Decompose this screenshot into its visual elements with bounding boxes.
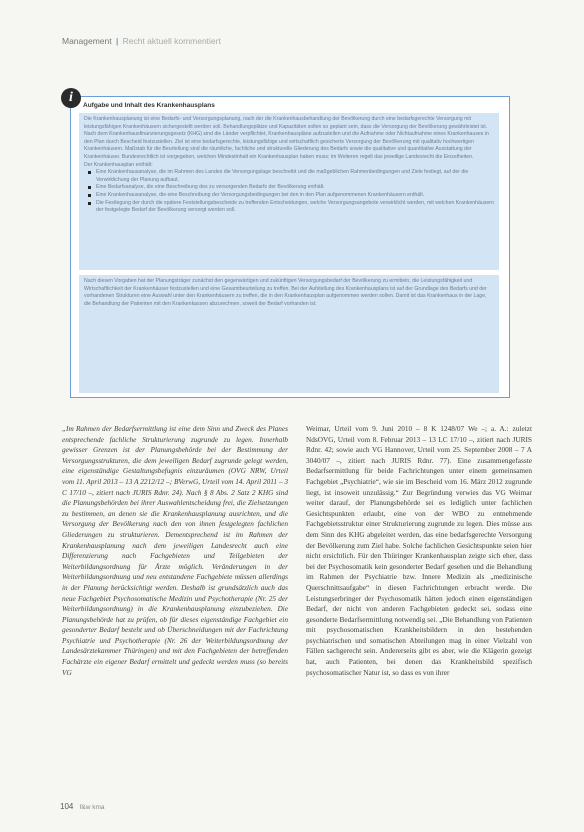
info-box-highlight-bottom xyxy=(79,275,499,393)
magazine-name: f&w kma xyxy=(79,804,105,811)
header-subsection: Recht aktuell kommentiert xyxy=(122,36,221,46)
info-box-highlight-top xyxy=(79,113,499,270)
body-column-left xyxy=(62,424,288,786)
info-box-title: Aufgabe und Inhalt des Krankenhausplans xyxy=(83,102,215,109)
info-box-intro: Der Krankenhausplan enthält: xyxy=(84,161,153,168)
body-column-right xyxy=(306,424,532,786)
list-item: Eine Bedarfsanalyse, die eine Beschreibung des zu versorgenden Bedarfs der Bevölkerung enthält. xyxy=(96,184,494,192)
info-icon: i xyxy=(61,88,81,108)
body-text: Weimar, Urteil vom 9. Juni 2010 – 8 K 1248/07 We –; a. A.: zuletzt NdsOVG, Urteil vom 8. Februar 2013 – 13 LC 17/10 –, zitiert nach JURIS Rdnr. 42; sowie auch VG Hannover, Urteil vom 25. September 2008 – 7 A 3040/07 –, zitiert nach JURIS Rdnr. 77). Eine zusammengefasste Bedarfsermittlung für beide Fachrichtungen unter einem gemeinsamen Fachgebiet „Psychiatrie“, wie sie im Bescheid vom 16. März 2012 zugrunde liegt, ist insoweit unzulässig.“ Zur Begründung verwies das VG Weimar weiter darauf, der Planungsbehörde sei es lediglich unter fachlichen Gesichtspunkten erlaubt, eine von der WBO zu entnehmende Fachgebietsstruktur einer Strukturierung zugrunde zu legen. Dies müsse aus dem Sinn des KHG abgeleitet werden, das eine bedarfsgerechte Versorgung der Bevölkerung zum Ziel habe. Solche fachlichen Gesichtspunkte seien hier nicht ersichtlich. Für den Thüringer Krankenhausplan zeigte sich eher, dass bei der Psychosomatik kein gesonderter Bedarf gesehen und die Behandlung im Rahmen der Psychiatrie bzw. Innere Medizin als „medizinische Querschnittsaufgabe“ in diesen Fachrichtungen erbracht werde. Die Leistungserbringer der Psychosomatik hätten jedoch einen eigenständigen Bedarf, der nicht von anderen Fachgebieten gedeckt sei, sodass eine gesonderte Bedarfsermittlung notwendig sei. „Die Behandlung von Patienten mit psychosomatischen Krankheitsbildern in den bestehenden psychiatrischen und somatischen Abteilungen mag in einer Vielzahl von Fällen sachgerecht sein. Andererseits gibt es aber, wie die Klägerin gezeigt hat, auch Patienten, bei denen das Krankheitsbild spezifisch psychosomatischer Natur ist, so dass es von ihrer xyxy=(306,424,532,677)
info-box-paragraph: Nach diesen Vorgaben hat der Planungsträger zunächst den gegenwärtigen und zukünftigen Versorgungsbedarf der Bevölkerung zu ermitteln, die Leistungsfähigkeit und Wirtschaftlichkeit der Krankenhäuser festzustellen und eine Gesamtbeurteilung zu treffen. Bei der Aufstellung des Krankenhausplans ist auf der Grundlage des Bedarfs und der vorhandenen Strukturen eine Auswahl unter den Krankenhäusern zu treffen, die in den Krankenhausplan aufgenommen werden sollen. Damit ist das Krankenhaus in der Lage, die Behandlung der Patienten mit den Krankenkassen abzurechnen, soweit der Bedarf vorhanden ist. xyxy=(84,278,487,307)
page-header xyxy=(62,36,221,46)
page-number: 104 xyxy=(60,802,74,811)
page-footer xyxy=(60,802,105,811)
info-box-text-bottom xyxy=(79,275,499,308)
list-item: Die Festlegung der durch die spätere Feststellungsbescheide zu treffenden Entscheidungen, welche Versorgungsangebote verwirklicht werden, mit welchen Krankenhäusern der festgelegte Bedarf der Bevölkerung versorgt werden soll. xyxy=(96,199,494,214)
info-box xyxy=(69,90,510,398)
header-section: Management xyxy=(62,36,112,46)
header-separator: | xyxy=(116,36,119,46)
info-box-paragraph: Die Krankenhausplanung ist eine Bedarfs- und Versorgungsplanung, nach der die Krankenhausbehandlung der Bevölkerung durch eine bedarfsgerechte Versorgung mit leistungsfähigen Krankenhäusern sichergestellt werden soll. Behandlungsplätze und Kapazitäten sollen so geplant sein, dass die Versorgung der Bevölkerung gewährleistet ist. Nach dem Krankenhausfinanzierungsgesetz (KHG) sind die Länder verpflichtet, Krankenhauspläne aufzustellen und die Aufnahme oder Nichtaufnahme eines Krankenhauses in den Plan durch Bescheid festzustellen. Ziel ist eine bedarfsgerechte, leistungsfähige und wirtschaftlich gesicherte Versorgung der Bevölkerung mit qualitativ hochwertigen Krankenhäusern. Maßstab für die Beurteilung sind die räumliche, fachliche und strukturelle Gliederung des Bedarfs sowie die qualitative und quantitative Ausstattung der Krankenhäuser. Bundesrechtlich ist vorgegeben, welchen Mindestinhalt ein Krankenhausplan haben muss; im Weiteren regelt das jeweilige Landesrecht die Einzelheiten. xyxy=(84,116,489,160)
list-item: Eine Krankenhausanalyse, die eine Beschreibung der Versorgungsbedingungen bei den in den Plan aufgenommenen Krankenhäusern enthält. xyxy=(96,192,494,200)
info-box-text-top xyxy=(79,113,499,215)
body-text: „Im Rahmen der Bedarfsermittlung ist eine dem Sinn und Zweck des Planes entsprechende fachliche Strukturierung zugrunde zu legen. Innerhalb gewisser Grenzen ist der Planungsbehörde bei der Bestimmung der Versorgungsstrukturen, die dem jeweiligen Bedarf zugrunde gelegt werden, eine eigenständige Gestaltungsbefugnis einzuräumen (OVG NRW, Urteil vom 11. April 2013 – 13 A 2212/12 –; BVerwG, Urteil vom 14. April 2011 – 3 C 17/10 –, zitiert nach JURIS Rdnr. 24). Nach § 8 Abs. 2 Satz 2 KHG sind die Planungsbehörden bei ihrer Auswahlentscheidung frei, die Zielsetzungen zu bestimmen, an denen sie die Krankenhausplanung ausrichten, und die Versorgung der Bevölkerung nach den von ihnen festgelegten fachlichen Gliederungen zu strukturieren. Dementsprechend ist im Rahmen der Krankenhausplanung nach dem jeweiligen Landesrecht auch eine Differenzierung nach Fachgebieten und Teilgebieten der Weiterbildungsordnung für Ärzte möglich. Veränderungen in der Weiterbildungsordnung und neu entstandene Fachgebiete müssen allerdings in der Planung berücksichtigt werden. Deshalb ist grundsätzlich auch das neue Fachgebiet Psychosomatische Medizin und Psychotherapie (Nr. 25 der Weiterbildungsordnung) in die Krankenhausplanung einzubeziehen. Die Planungsbehörde hat zu prüfen, ob für dieses eigenständige Fachgebiet ein gesonderter Bedarf besteht und ob Überschneidungen mit der Fachrichtung Psychiatrie und Psychotherapie (Nr. 26 der Weiterbildungsordnung der Landesärztekammer Thüringen) und mit den Fachgebieten der betreffenden Fachärzte ein eigener Bedarf ermittelt und gedeckt werden muss (so bereits VG xyxy=(62,424,288,677)
list-item: Eine Krankenhausanalyse, die im Rahmen des Landes die Versorgungslage beschreibt und die maßgeblichen Rahmenbedingungen und Ziele festlegt, auf der die Verwirklichung der Planung aufbaut. xyxy=(96,169,494,184)
info-box-list xyxy=(84,169,494,215)
